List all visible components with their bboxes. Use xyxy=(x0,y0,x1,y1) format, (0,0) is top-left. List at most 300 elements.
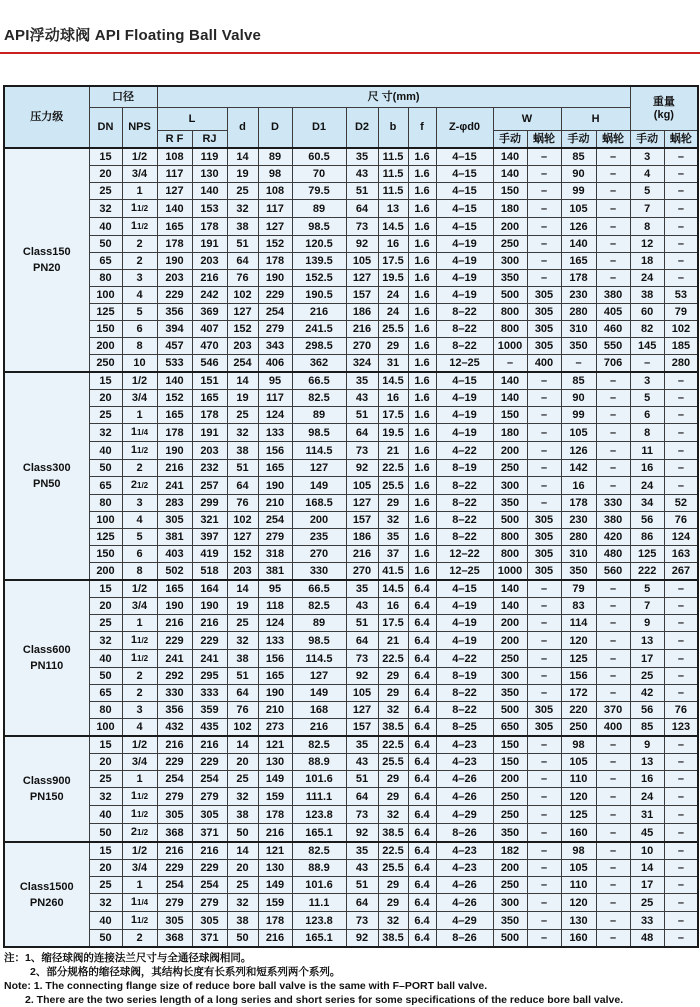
spec-cell: 16 xyxy=(630,771,664,788)
spec-cell: 8–22 xyxy=(436,321,493,338)
spec-cell: 457 xyxy=(157,338,192,355)
spec-cell: 216 xyxy=(192,615,227,632)
spec-cell: 7 xyxy=(630,598,664,615)
spec-cell: – xyxy=(527,390,561,407)
table-row xyxy=(4,183,698,200)
spec-cell: 229 xyxy=(192,754,227,771)
spec-cell: 38 xyxy=(227,806,258,824)
header-weight-line1: 重量 xyxy=(652,95,675,108)
spec-cell: 2 xyxy=(122,253,157,270)
spec-cell: 22.5 xyxy=(378,736,408,754)
spec-cell: 108 xyxy=(157,148,192,166)
spec-cell: 292 xyxy=(157,668,192,685)
spec-cell: 6.4 xyxy=(408,877,436,894)
spec-cell: 73 xyxy=(346,218,378,236)
table-row xyxy=(4,390,698,407)
spec-cell: 105 xyxy=(561,200,596,218)
table-header xyxy=(4,86,698,148)
spec-cell: 8–22 xyxy=(436,338,493,355)
spec-cell: 4–23 xyxy=(436,842,493,860)
spec-cell: 114 xyxy=(561,615,596,632)
spec-cell: 250 xyxy=(493,877,527,894)
spec-cell: 89 xyxy=(292,200,346,218)
spec-cell: 149 xyxy=(258,771,292,788)
spec-cell: 79.5 xyxy=(292,183,346,200)
spec-cell: 32 xyxy=(89,200,122,218)
spec-cell: 123.8 xyxy=(292,806,346,824)
header-D2: D2 xyxy=(346,108,378,149)
spec-cell: 229 xyxy=(192,632,227,650)
table-row xyxy=(4,355,698,373)
spec-cell: 4–15 xyxy=(436,218,493,236)
spec-cell: 14 xyxy=(227,580,258,598)
spec-cell: 1.6 xyxy=(408,372,436,390)
spec-cell: 14.5 xyxy=(378,372,408,390)
spec-cell: – xyxy=(664,218,698,236)
spec-cell: – xyxy=(596,877,630,894)
spec-cell: 406 xyxy=(258,355,292,373)
spec-cell: 50 xyxy=(89,668,122,685)
spec-cell: 95 xyxy=(258,580,292,598)
spec-cell: 190 xyxy=(157,253,192,270)
spec-cell: 25.5 xyxy=(378,754,408,771)
spec-cell: 11/2 xyxy=(122,806,157,824)
table-row xyxy=(4,788,698,806)
spec-cell: 10 xyxy=(630,842,664,860)
spec-cell: 216 xyxy=(157,460,192,477)
pressure-class-cell: Class300 PN50 xyxy=(4,372,89,580)
spec-cell: – xyxy=(527,495,561,512)
pressure-class-cell: Class150 PN20 xyxy=(4,148,89,372)
spec-cell: 76 xyxy=(227,702,258,719)
spec-cell: 250 xyxy=(493,460,527,477)
spec-cell: 4–26 xyxy=(436,788,493,806)
spec-cell: 76 xyxy=(664,702,698,719)
spec-cell: 29 xyxy=(378,685,408,702)
spec-cell: 480 xyxy=(596,546,630,563)
spec-cell: 4–15 xyxy=(436,580,493,598)
header-D1: D1 xyxy=(292,108,346,149)
spec-cell: 6.4 xyxy=(408,615,436,632)
spec-cell: – xyxy=(527,912,561,930)
spec-cell: – xyxy=(596,754,630,771)
spec-cell: 4–19 xyxy=(436,632,493,650)
spec-cell: – xyxy=(527,200,561,218)
spec-cell: 4–15 xyxy=(436,200,493,218)
spec-cell: 321 xyxy=(192,512,227,529)
spec-cell: – xyxy=(596,788,630,806)
spec-cell: 178 xyxy=(157,424,192,442)
spec-cell: 89 xyxy=(258,148,292,166)
table-row xyxy=(4,512,698,529)
spec-cell: 9 xyxy=(630,615,664,632)
spec-cell: 279 xyxy=(157,788,192,806)
spec-cell: 216 xyxy=(157,615,192,632)
spec-cell: 1.6 xyxy=(408,442,436,460)
spec-cell: 1 xyxy=(122,407,157,424)
spec-cell: 1.6 xyxy=(408,529,436,546)
spec-cell: 380 xyxy=(596,512,630,529)
spec-cell: 50 xyxy=(89,930,122,948)
spec-cell: 1.6 xyxy=(408,495,436,512)
spec-cell: 127 xyxy=(227,304,258,321)
spec-cell: 130 xyxy=(258,860,292,877)
spec-cell: 140 xyxy=(561,236,596,253)
spec-cell: 241 xyxy=(157,477,192,495)
spec-cell: 14 xyxy=(630,860,664,877)
spec-cell: 15 xyxy=(89,148,122,166)
spec-cell: 150 xyxy=(493,736,527,754)
header-z-phi-d0: Z-φd0 xyxy=(436,108,493,149)
spec-cell: 12 xyxy=(630,236,664,253)
spec-cell: 17.5 xyxy=(378,407,408,424)
spec-cell: 706 xyxy=(596,355,630,373)
spec-cell: 11.5 xyxy=(378,148,408,166)
spec-cell: 4–19 xyxy=(436,270,493,287)
spec-cell: 1.6 xyxy=(408,424,436,442)
table-row xyxy=(4,771,698,788)
spec-cell: 73 xyxy=(346,806,378,824)
spec-cell: 229 xyxy=(258,287,292,304)
spec-cell: 2 xyxy=(122,685,157,702)
spec-cell: – xyxy=(527,632,561,650)
spec-cell: – xyxy=(664,442,698,460)
spec-cell: 14 xyxy=(227,148,258,166)
spec-cell: 149 xyxy=(292,477,346,495)
spec-cell: 419 xyxy=(192,546,227,563)
header-weight-group xyxy=(630,86,698,131)
spec-cell: 119 xyxy=(192,148,227,166)
table-row xyxy=(4,912,698,930)
spec-cell: 38 xyxy=(227,650,258,668)
spec-cell: 5 xyxy=(630,580,664,598)
spec-cell: 16 xyxy=(378,390,408,407)
spec-cell: 117 xyxy=(258,200,292,218)
spec-cell: 4–19 xyxy=(436,236,493,253)
spec-cell: 350 xyxy=(493,824,527,843)
spec-cell: 16 xyxy=(561,477,596,495)
spec-cell: 34 xyxy=(630,495,664,512)
spec-cell: 25 xyxy=(89,407,122,424)
spec-cell: 17 xyxy=(630,650,664,668)
spec-cell: – xyxy=(527,183,561,200)
spec-cell: 5 xyxy=(122,529,157,546)
spec-cell: 159 xyxy=(258,894,292,912)
spec-cell: 32 xyxy=(378,702,408,719)
spec-cell: 85 xyxy=(561,372,596,390)
spec-cell: 280 xyxy=(664,355,698,373)
spec-cell: 305 xyxy=(527,287,561,304)
header-weight-line2: (kg) xyxy=(653,108,674,121)
spec-cell: 156 xyxy=(258,442,292,460)
spec-cell: 150 xyxy=(493,754,527,771)
spec-cell: 2 xyxy=(122,668,157,685)
spec-cell: 50 xyxy=(227,824,258,843)
spec-cell: 4–29 xyxy=(436,912,493,930)
spec-cell: – xyxy=(664,894,698,912)
spec-cell: 178 xyxy=(192,407,227,424)
spec-cell: 140 xyxy=(493,372,527,390)
spec-cell: 19 xyxy=(227,166,258,183)
spec-cell: 6.4 xyxy=(408,771,436,788)
spec-cell: – xyxy=(527,894,561,912)
header-rj: RJ xyxy=(192,131,227,149)
header-h-worm: 蜗轮 xyxy=(596,131,630,149)
spec-cell: 1 xyxy=(122,771,157,788)
spec-cell: – xyxy=(596,824,630,843)
spec-cell: 216 xyxy=(192,842,227,860)
spec-cell: – xyxy=(596,736,630,754)
spec-cell: 330 xyxy=(157,685,192,702)
spec-cell: 305 xyxy=(157,912,192,930)
spec-cell: 4–15 xyxy=(436,166,493,183)
spec-cell: 17.5 xyxy=(378,615,408,632)
header-w-worm: 蜗轮 xyxy=(527,131,561,149)
spec-cell: 11/2 xyxy=(122,442,157,460)
spec-cell: – xyxy=(527,668,561,685)
spec-cell: 22.5 xyxy=(378,650,408,668)
spec-cell: 100 xyxy=(89,287,122,304)
spec-cell: 43 xyxy=(346,860,378,877)
spec-cell: – xyxy=(596,148,630,166)
spec-cell: – xyxy=(596,668,630,685)
spec-cell: 6.4 xyxy=(408,806,436,824)
spec-cell: – xyxy=(527,218,561,236)
spec-cell: 24 xyxy=(630,270,664,287)
spec-cell: 149 xyxy=(258,877,292,894)
spec-cell: 140 xyxy=(493,580,527,598)
spec-cell: – xyxy=(527,754,561,771)
table-row xyxy=(4,930,698,948)
spec-cell: 380 xyxy=(596,287,630,304)
spec-cell: 3/4 xyxy=(122,598,157,615)
spec-cell: – xyxy=(527,148,561,166)
table-row xyxy=(4,685,698,702)
spec-cell: 25 xyxy=(227,771,258,788)
spec-cell: 230 xyxy=(561,512,596,529)
spec-cell: – xyxy=(596,598,630,615)
spec-cell: 64 xyxy=(346,424,378,442)
spec-cell: 371 xyxy=(192,824,227,843)
spec-cell: 1000 xyxy=(493,563,527,581)
spec-cell: 1.6 xyxy=(408,321,436,338)
spec-cell: 216 xyxy=(192,736,227,754)
spec-cell: 11.1 xyxy=(292,894,346,912)
spec-cell: 125 xyxy=(89,304,122,321)
spec-cell: 156 xyxy=(258,650,292,668)
spec-cell: 254 xyxy=(258,304,292,321)
spec-cell: 38 xyxy=(227,218,258,236)
spec-cell: 152 xyxy=(157,390,192,407)
spec-cell: 110 xyxy=(561,877,596,894)
spec-cell: 31 xyxy=(630,806,664,824)
table-row xyxy=(4,615,698,632)
spec-cell: 38 xyxy=(227,442,258,460)
spec-cell: – xyxy=(664,860,698,877)
spec-cell: 3 xyxy=(630,148,664,166)
spec-cell: 6.4 xyxy=(408,598,436,615)
spec-cell: 37 xyxy=(378,546,408,563)
spec-cell: 8–26 xyxy=(436,930,493,948)
spec-cell: 125 xyxy=(561,806,596,824)
spec-cell: 200 xyxy=(493,632,527,650)
spec-cell: 92 xyxy=(346,930,378,948)
spec-cell: 200 xyxy=(493,771,527,788)
spec-cell: 51 xyxy=(346,407,378,424)
spec-cell: 25 xyxy=(89,771,122,788)
spec-cell: – xyxy=(664,788,698,806)
spec-cell: 29 xyxy=(378,877,408,894)
spec-cell: 100 xyxy=(89,719,122,737)
spec-cell: 203 xyxy=(227,338,258,355)
spec-cell: – xyxy=(596,183,630,200)
spec-cell: 73 xyxy=(346,650,378,668)
spec-cell: 1.6 xyxy=(408,148,436,166)
page-title: API浮动球阀 API Floating Ball Valve xyxy=(4,27,262,44)
spec-cell: 350 xyxy=(561,563,596,581)
spec-cell: 25 xyxy=(630,668,664,685)
spec-cell: 222 xyxy=(630,563,664,581)
spec-cell: – xyxy=(664,736,698,754)
spec-cell: 7 xyxy=(630,200,664,218)
spec-cell: – xyxy=(664,200,698,218)
spec-cell: – xyxy=(527,806,561,824)
spec-cell: 29 xyxy=(378,338,408,355)
spec-cell: 546 xyxy=(192,355,227,373)
spec-cell: 370 xyxy=(596,702,630,719)
spec-cell: – xyxy=(596,460,630,477)
spec-cell: 20 xyxy=(89,390,122,407)
spec-cell: 11/2 xyxy=(122,650,157,668)
spec-cell: 157 xyxy=(346,287,378,304)
spec-cell: 190 xyxy=(157,442,192,460)
spec-cell: 11/2 xyxy=(122,632,157,650)
spec-cell: 230 xyxy=(561,287,596,304)
spec-cell: 53 xyxy=(664,287,698,304)
spec-cell: 100 xyxy=(89,512,122,529)
spec-cell: 229 xyxy=(192,860,227,877)
spec-cell: 362 xyxy=(292,355,346,373)
spec-cell: – xyxy=(664,372,698,390)
spec-cell: – xyxy=(527,736,561,754)
spec-cell: 250 xyxy=(493,806,527,824)
spec-cell: – xyxy=(664,270,698,287)
spec-cell: 4–15 xyxy=(436,148,493,166)
spec-cell: 305 xyxy=(527,529,561,546)
spec-cell: 4–23 xyxy=(436,754,493,771)
spec-cell: 98.5 xyxy=(292,218,346,236)
spec-cell: 13 xyxy=(630,632,664,650)
spec-cell: 56 xyxy=(630,702,664,719)
spec-cell: 3 xyxy=(122,702,157,719)
spec-cell: – xyxy=(596,200,630,218)
spec-cell: 56 xyxy=(630,512,664,529)
spec-cell: 41.5 xyxy=(378,563,408,581)
spec-cell: – xyxy=(527,580,561,598)
spec-cell: 2 xyxy=(122,236,157,253)
spec-cell: – xyxy=(664,912,698,930)
spec-cell: 35 xyxy=(346,842,378,860)
header-f: f xyxy=(408,108,436,149)
spec-cell: 124 xyxy=(258,407,292,424)
table-row xyxy=(4,304,698,321)
spec-cell: 45 xyxy=(630,824,664,843)
spec-cell: 220 xyxy=(561,702,596,719)
spec-cell: 435 xyxy=(192,719,227,737)
spec-cell: 800 xyxy=(493,546,527,563)
spec-cell: 16 xyxy=(630,460,664,477)
spec-cell: 1.6 xyxy=(408,390,436,407)
spec-cell: 101.6 xyxy=(292,771,346,788)
spec-cell: 124 xyxy=(258,615,292,632)
spec-cell: 21/2 xyxy=(122,477,157,495)
table-row xyxy=(4,719,698,737)
spec-cell: 257 xyxy=(192,477,227,495)
spec-cell: 305 xyxy=(527,338,561,355)
spec-cell: 51 xyxy=(346,771,378,788)
spec-cell: 13 xyxy=(378,200,408,218)
spec-cell: 151 xyxy=(192,372,227,390)
spec-cell: 11/2 xyxy=(122,218,157,236)
spec-cell: 295 xyxy=(192,668,227,685)
spec-cell: 25 xyxy=(630,894,664,912)
spec-cell: 5 xyxy=(122,304,157,321)
spec-cell: – xyxy=(664,615,698,632)
spec-cell: 4 xyxy=(630,166,664,183)
spec-cell: 229 xyxy=(157,287,192,304)
spec-cell: 305 xyxy=(527,563,561,581)
spec-cell: 139.5 xyxy=(292,253,346,270)
spec-cell: 150 xyxy=(89,546,122,563)
spec-cell: 305 xyxy=(157,512,192,529)
spec-cell: 120.5 xyxy=(292,236,346,253)
spec-cell: 92 xyxy=(346,824,378,843)
spec-cell: 40 xyxy=(89,912,122,930)
spec-cell: 82.5 xyxy=(292,598,346,615)
spec-cell: 560 xyxy=(596,563,630,581)
spec-cell: 324 xyxy=(346,355,378,373)
spec-cell: 140 xyxy=(157,372,192,390)
spec-cell: 168.5 xyxy=(292,495,346,512)
spec-cell: 4–19 xyxy=(436,424,493,442)
spec-cell: 8–26 xyxy=(436,824,493,843)
spec-cell: 102 xyxy=(664,321,698,338)
spec-cell: 31 xyxy=(378,355,408,373)
spec-cell: 38.5 xyxy=(378,824,408,843)
spec-cell: 8–22 xyxy=(436,495,493,512)
spec-cell: 92 xyxy=(346,236,378,253)
spec-cell: 43 xyxy=(346,390,378,407)
table-row xyxy=(4,495,698,512)
spec-cell: – xyxy=(596,771,630,788)
note-zh-1: 注：1、缩径球阀的连接法兰尺寸与全通径球阀相同。 xyxy=(4,952,252,964)
spec-cell: 407 xyxy=(192,321,227,338)
spec-cell: 203 xyxy=(227,563,258,581)
table-row xyxy=(4,668,698,685)
spec-cell: 470 xyxy=(192,338,227,355)
spec-cell: 356 xyxy=(157,304,192,321)
spec-cell: – xyxy=(527,442,561,460)
spec-cell: 305 xyxy=(527,702,561,719)
spec-cell: – xyxy=(664,166,698,183)
spec-cell: 1 xyxy=(122,877,157,894)
spec-cell: 90 xyxy=(561,166,596,183)
spec-cell: 130 xyxy=(192,166,227,183)
spec-cell: 64 xyxy=(346,200,378,218)
spec-cell: 29 xyxy=(378,668,408,685)
spec-cell: – xyxy=(527,824,561,843)
spec-cell: 18 xyxy=(630,253,664,270)
